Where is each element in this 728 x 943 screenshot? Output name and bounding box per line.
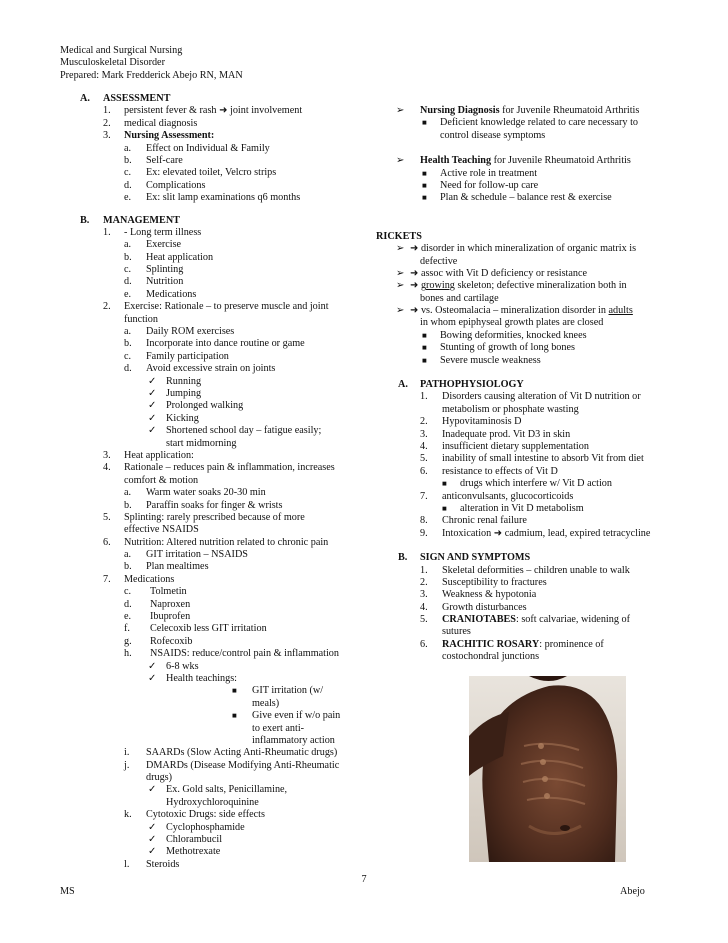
checkmark-icon — [148, 846, 157, 858]
list-item: 8. Chronic renal failure — [420, 515, 527, 527]
list-item: 2. Hypovitaminosis D — [420, 416, 522, 428]
list-item-cont: comfort & motion — [124, 474, 199, 486]
square-bullet-cont: control disease symptoms — [440, 129, 546, 141]
list-item: b. Incorporate into dance routine or game — [124, 338, 305, 350]
diamond-arrow-icon — [396, 280, 405, 292]
list-item-cont: costochondral junctions — [442, 651, 540, 663]
list-item: 1. persistent fever & rash ➜ joint involvement — [103, 105, 303, 117]
arrow-right-icon: ➜ — [410, 305, 419, 317]
check-item: ✓ Cyclophosphamide — [80, 822, 370, 834]
square-bullet-item: ■ alteration in Vit D metabolism — [376, 503, 676, 515]
checkmark-icon — [148, 400, 157, 412]
list-item: 6. RACHITIC ROSARY: prominence of — [420, 638, 604, 650]
list-item: 3. Heat application: — [103, 449, 194, 461]
list-item: 9. Intoxication ➜ cadmium, lead, expired tetracycline — [420, 527, 651, 539]
check-item: ✓ Shortened school day – fatigue easily; — [80, 425, 370, 437]
list-item-cont: sutures — [442, 626, 471, 638]
square-bullet-icon — [422, 180, 427, 192]
list-item: 6. resistance to effects of Vit D — [420, 465, 558, 477]
diamond-arrow-icon — [396, 243, 405, 255]
square-bullet-icon — [442, 503, 447, 515]
checkmark-icon — [148, 376, 157, 388]
list-item: 3. Nursing Assessment: — [103, 130, 215, 142]
square-bullet-item: ■ Plan & schedule – balance rest & exercise — [376, 192, 676, 204]
list-item: g. Rofecoxib — [124, 635, 193, 647]
square-bullet-item: ■ drugs which interfere w/ Vit D action — [376, 478, 676, 490]
check-item: ✓ Kicking — [80, 413, 370, 425]
diamond-item: ➢ ➜ disorder in which mineralization of organic matrix is — [376, 243, 676, 255]
square-bullet-item: ■ Stunting of growth of long bones — [376, 342, 676, 354]
list-item: a. Warm water soaks 20-30 min — [124, 487, 266, 499]
list-item: 4. Growth disturbances — [420, 601, 527, 613]
list-item: b. Heat application — [124, 251, 214, 263]
checkmark-icon — [148, 388, 157, 400]
list-item: 3. Weakness & hypotonia — [420, 589, 537, 601]
list-item: b. Plan mealtimes — [124, 561, 209, 573]
square-bullet-icon — [232, 710, 237, 722]
square-bullet-icon — [442, 478, 447, 490]
list-item: e. Ex: slit lamp examinations q6 months — [124, 192, 301, 204]
list-item: f. Celecoxib less GIT irritation — [124, 623, 267, 635]
diamond-item: ➢ Health Teaching for Juvenile Rheumatoid Arthritis — [376, 155, 676, 167]
check-item: ✓ Health teachings: — [80, 673, 370, 685]
checkmark-icon — [148, 673, 157, 685]
square-bullet-item: ■ Deficient knowledge related to care necessary to — [376, 117, 676, 129]
list-item: 1. Disorders causing alteration of Vit D nutrition or — [420, 391, 641, 403]
list-item: d. Avoid excessive strain on joints — [124, 363, 276, 375]
diamond-arrow-icon — [396, 155, 405, 167]
square-bullet-cont: meals) — [252, 697, 280, 709]
left-column — [80, 93, 370, 871]
square-bullet-item: ■ Give even if w/o pain — [80, 710, 370, 722]
check-item: ✓ Chlorambucil — [80, 834, 370, 846]
list-item: a. GIT irritation – NSAIDS — [124, 549, 248, 561]
list-item: c. Ex: elevated toilet, Velcro strips — [124, 167, 277, 179]
diamond-item-cont: in whom epiphyseal growth plates are closed — [420, 317, 604, 329]
list-item: 4. Rationale – reduces pain & inflammation, increases — [103, 462, 335, 474]
square-bullet-icon — [422, 355, 427, 367]
list-item: 5. CRANIOTABES: soft calvariae, widening of — [420, 614, 630, 626]
diamond-item-cont: bones and cartilage — [420, 292, 499, 304]
square-bullet-cont: to exert anti- — [252, 722, 305, 734]
checkmark-icon — [148, 413, 157, 425]
list-item: b. Self-care — [124, 154, 183, 166]
document-header — [60, 45, 243, 82]
list-item: 1. Skeletal deformities – children unable to walk — [420, 564, 630, 576]
rickets-chest-photo — [469, 676, 626, 862]
diamond-item: ➢ Nursing Diagnosis for Juvenile Rheumatoid Arthritis — [376, 105, 676, 117]
section-assessment: A. ASSESSMENT — [80, 93, 171, 104]
footer-left: MS — [60, 886, 75, 897]
list-item: 5. inability of small intestine to absorb Vit from diet — [420, 453, 644, 465]
list-item: 6. Nutrition: Altered nutrition related to chronic pain — [103, 536, 329, 548]
rickets-title: RICKETS — [376, 230, 422, 242]
list-item: a. Effect on Individual & Family — [124, 142, 270, 154]
square-bullet-icon — [422, 342, 427, 354]
list-item: b. Paraffin soaks for finger & wrists — [124, 499, 283, 511]
list-item: 7. Medications — [103, 573, 175, 585]
arrow-right-icon: ➜ — [410, 280, 419, 292]
diamond-arrow-icon — [396, 105, 405, 117]
list-item: a. Exercise — [124, 239, 182, 251]
checkmark-icon — [148, 834, 157, 846]
diamond-item: ➢ ➜ growing skeleton; defective mineralization both in — [376, 280, 676, 292]
square-bullet-item: ■ Active role in treatment — [376, 168, 676, 180]
section-sign-and-symptoms: B. SIGN AND SYMPTOMS — [398, 552, 531, 564]
list-item: d. Naproxen — [124, 598, 191, 610]
arrow-right-icon: ➜ — [219, 105, 228, 117]
list-item: c. Family participation — [124, 350, 229, 362]
list-item: i. SAARDs (Slow Acting Anti-Rheumatic drugs) — [124, 747, 338, 759]
checkmark-icon — [148, 822, 157, 834]
header-line-3: Prepared: Mark Fredderick Abejo RN, MAN — [60, 69, 243, 81]
check-item: ✓ Jumping — [80, 388, 370, 400]
list-item: c. Splinting — [124, 264, 184, 276]
check-item: ✓ Running — [80, 376, 370, 388]
list-item: 1. - Long term illness — [103, 226, 202, 238]
section-pathophysiology: A. PATHOPHYSIOLOGY — [398, 379, 524, 391]
diamond-item-cont: defective — [420, 255, 458, 267]
list-item: e. Medications — [124, 288, 197, 300]
list-item: 7. anticonvulsants, glucocorticoids — [420, 490, 574, 502]
footer-right: Abejo — [620, 886, 645, 897]
arrow-right-icon: ➜ — [410, 243, 419, 255]
list-item: 2. Exercise: Rationale – to preserve muscle and joint — [103, 301, 329, 313]
square-bullet-icon — [232, 685, 237, 697]
list-item: k. Cytotoxic Drugs: side effects — [124, 809, 265, 821]
list-item-cont: metabolism or phosphate wasting — [442, 403, 579, 415]
square-bullet-item: ■ Need for follow-up care — [376, 180, 676, 192]
square-bullet-icon — [422, 117, 427, 129]
list-item: 4. insufficient dietary supplementation — [420, 440, 589, 452]
list-item: j. DMARDs (Disease Modifying Anti-Rheumatic — [124, 759, 340, 771]
list-item: h. NSAIDS: reduce/control pain & inflammation — [124, 648, 339, 660]
list-item: c. Tolmetin — [124, 586, 187, 598]
list-item: a. Daily ROM exercises — [124, 326, 235, 338]
check-item: ✓ 6-8 wks — [80, 661, 370, 673]
check-item-cont: start midmorning — [166, 437, 237, 449]
list-item: 2. medical diagnosis — [103, 117, 198, 129]
list-item-cont: function — [124, 313, 158, 325]
square-bullet-icon — [422, 168, 427, 180]
section-management: B. MANAGEMENT — [80, 214, 180, 226]
diamond-item: ➢ ➜ assoc with Vit D deficiency or resistance — [376, 268, 676, 280]
list-item: 3. Inadequate prod. Vit D3 in skin — [420, 428, 571, 440]
arrow-right-icon: ➜ — [410, 267, 419, 279]
check-item-cont: Hydroxychloroquinine — [166, 796, 259, 808]
check-item: ✓ Ex. Gold salts, Penicillamine, — [80, 784, 370, 796]
diamond-item: ➢ ➜ vs. Osteomalacia – mineralization disorder in adults — [376, 305, 676, 317]
square-bullet-item: ■ GIT irritation (w/ — [80, 685, 370, 697]
list-item: d. Complications — [124, 179, 206, 191]
square-bullet-icon — [422, 330, 427, 342]
list-item: 5. Splinting: rarely prescribed because of more — [103, 511, 305, 523]
diamond-arrow-icon — [396, 268, 405, 280]
square-bullet-icon — [422, 192, 427, 204]
checkmark-icon — [148, 425, 157, 437]
list-item: e. Ibuprofen — [124, 611, 191, 623]
list-item-cont: effective NSAIDS — [124, 524, 199, 536]
list-item: d. Nutrition — [124, 276, 184, 288]
diamond-arrow-icon — [396, 305, 405, 317]
list-item: 2. Susceptibility to fractures — [420, 576, 547, 588]
header-line-2: Musculoskeletal Disorder — [60, 57, 165, 69]
check-item: ✓ Prolonged walking — [80, 400, 370, 412]
square-bullet-item: ■ Bowing deformities, knocked knees — [376, 330, 676, 342]
header-line-1: Medical and Surgical Nursing — [60, 45, 183, 56]
checkmark-icon — [148, 661, 157, 673]
arrow-right-icon: ➜ — [493, 527, 503, 539]
page-number: 7 — [361, 874, 367, 885]
list-item: l. Steroids — [124, 858, 180, 870]
square-bullet-item: ■ Severe muscle weakness — [376, 355, 676, 367]
checkmark-icon — [148, 784, 157, 796]
square-bullet-cont: inflammatory action — [252, 734, 335, 746]
right-column — [376, 105, 676, 664]
check-item: ✓ Methotrexate — [80, 846, 370, 858]
list-item-cont: drugs) — [146, 772, 173, 784]
